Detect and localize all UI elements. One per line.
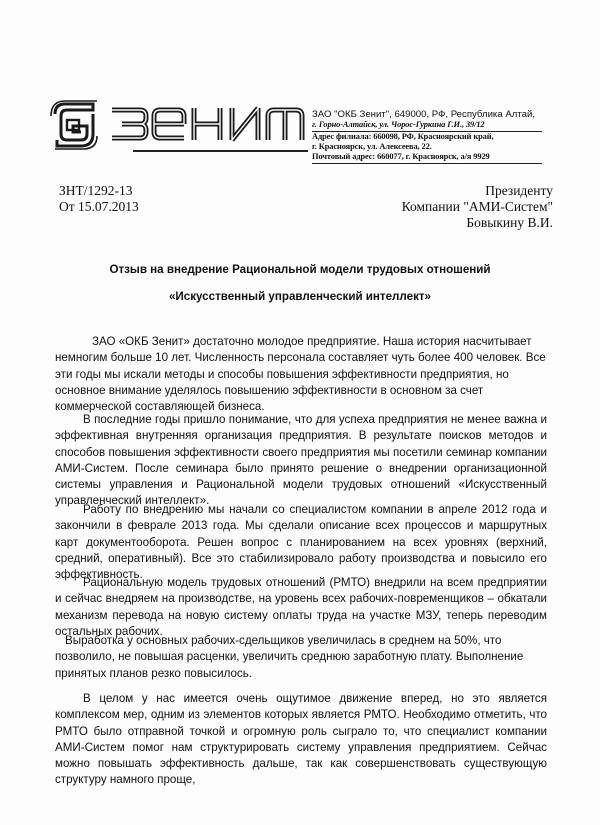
paragraph-text: В последние годы пришло понимание, что для успеха предприятия не менее важна и эффективная внутренняя организация предприятия. В результате поисков методов и способов повышения эффективности своего предприятия мы посетили семинар компании АМИ-Систем. После семинара было принято решение о внедрении организационной системы управления и Рациональной модели трудовых отношений «Искусственный управленческий интеллект». [55, 413, 547, 508]
address-line: Почтовый адрес: 660077, г. Красноярск, а/я 9929 [312, 152, 542, 164]
paragraph-text: ЗАО «ОКБ Зенит» достаточно молодое предприятие. Наша история насчитывает немногим больше 10 лет. Численность персонала составляет чуть более 400 человек. Все эти годы мы искали методы и способы повышения эффективности предприятия, но основное внимание уделялось повышению эффективности в основном за счет коммерческой составляющей бизнеса. [55, 335, 546, 414]
reference-date: От 15.07.2013 [59, 199, 139, 214]
body-paragraph-4 [55, 575, 547, 640]
document-subtitle: «Искусственный управленческий интеллект» [168, 290, 432, 303]
body-paragraph-5 [55, 633, 547, 682]
zenit-wordmark [110, 104, 305, 144]
reference-number: ЗНТ/1292-13 [59, 183, 133, 198]
recipient-block [402, 183, 553, 231]
paragraph-text: Работу по внедрению мы начали со специалистом компании в апреле 2012 года и закончили в феврале 2013 года. Мы сделали описание всех процессов и маршрутных карт документооборота. Решен вопрос с планированием на всех уровнях (верхний, средний, оперативный). Все это стабилизировало работу производства и повысило его эффективность. [55, 503, 547, 582]
body-paragraph-3 [55, 502, 547, 583]
address-line: г. Горно-Алтайск, ул. Чорос-Гуркина Г.И., 39/12 [312, 120, 542, 132]
recipient-line: Компании "АМИ-Систем" [401, 199, 553, 214]
body-paragraph-6 [55, 691, 547, 789]
address-line: Адрес филиала: 660098, РФ, Красноярский край, [312, 132, 494, 141]
letter-reference [59, 183, 139, 215]
recipient-line: Бовыкину В.И. [466, 215, 553, 230]
logo-divider [133, 150, 308, 152]
zenit-logo-icon [47, 100, 101, 150]
body-paragraph-2 [55, 412, 547, 510]
paragraph-text: Выработка у основных рабочих-сдельщиков увеличилась в среднем на 50%, что позволило, не повышая расценки, увеличить среднюю заработную плату. Выполнение принятых планов резко повысилось. [55, 634, 524, 680]
paragraph-text: Рациональную модель трудовых отношений (РМТО) внедрили на всем предприятии и сейчас внедряем на производстве, на уровень всех рабочих-повременщиков – обкатали механизм перевода на новую систему оплаты труда на участке МЗУ, теперь переводим остальных рабочих. [55, 576, 547, 638]
body-paragraph-1 [55, 334, 547, 415]
document-title: Отзыв на внедрение Рациональной модели трудовых отношений [109, 263, 491, 276]
address-line: ЗАО "ОКБ Зенит", 649000, РФ, Республика Алтай, [312, 109, 535, 120]
letterhead-address [312, 109, 542, 164]
address-line: г. Красноярск, ул. Алексеева, 22. [312, 142, 432, 151]
paragraph-text: В целом у нас имеется очень ощутимое движение вперед, но это является комплексом мер, одним из элементов которых является РМТО. Необходимо отметить, что РМТО было отправной точкой и огромную роль сыграло то, что специалист компании АМИ-Систем помог нам структурировать систему управления предприятием. Сейчас можно повышать эффективность дальше, так как совершенствовать существующую структуру намного проще, [55, 692, 547, 787]
recipient-line: Президенту [485, 183, 553, 198]
